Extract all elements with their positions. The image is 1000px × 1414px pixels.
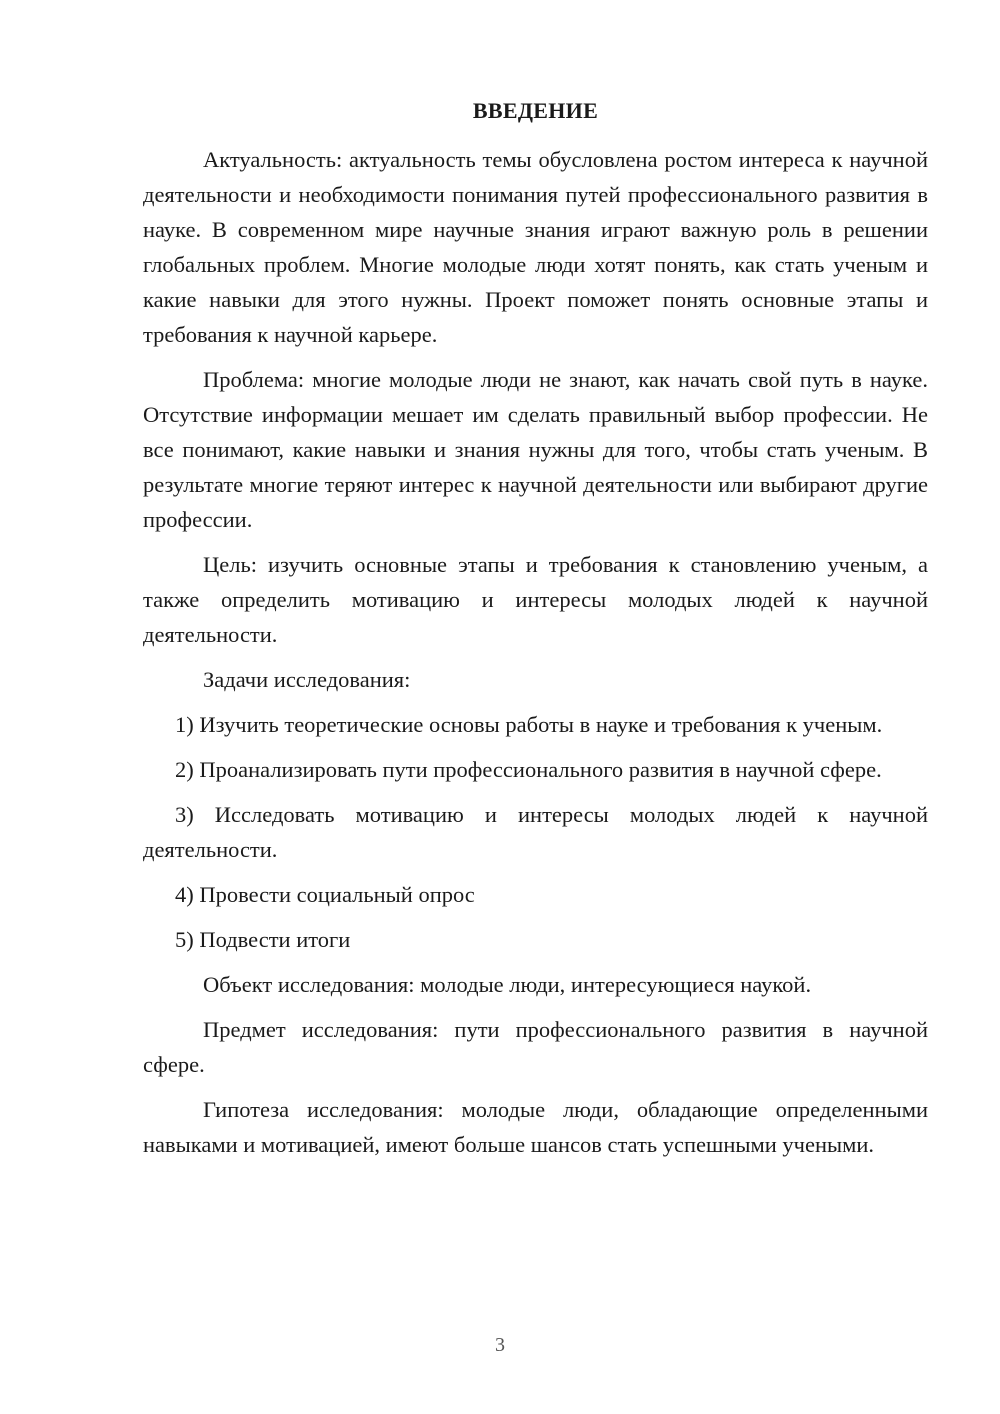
task-item-5: 5) Подвести итоги <box>175 927 351 952</box>
task-item-3: 3) Исследовать мотивацию и интересы молодых людей к научной деятельности. <box>143 802 928 862</box>
paragraph-problem: Проблема: многие молодые люди не знают, как начать свой путь в науке. Отсутствие информации мешает им сделать правильный выбор профессии. Не все понимают, какие навыки и знания нужны для того, чтобы стать ученым. В результате многие теряют интерес к научной деятельности или выбирают другие профессии. <box>143 367 928 532</box>
section-title: ВВЕДЕНИЕ <box>472 98 599 123</box>
tasks-heading: Задачи исследования: <box>203 667 411 692</box>
paragraph-subject: Предмет исследования: пути профессионального развития в научной сфере. <box>143 1017 928 1077</box>
paragraph-hypothesis: Гипотеза исследования: молодые люди, обладающие определенными навыками и мотивацией, имеют больше шансов стать успешными учеными. <box>143 1097 928 1157</box>
paragraph-relevance: Актуальность: актуальность темы обусловлена ростом интереса к научной деятельности и необходимости понимания путей профессионального развития в науке. В современном мире научные знания играют важную роль в решении глобальных проблем. Многие молодые люди хотят понять, как стать ученым и какие навыки для этого нужны. Проект поможет понять основные этапы и требования к научной карьере. <box>143 147 928 347</box>
paragraph-object: Объект исследования: молодые люди, интересующиеся наукой. <box>203 972 812 997</box>
task-item-4: 4) Провести социальный опрос <box>175 882 475 907</box>
task-item-2: 2) Проанализировать пути профессионального развития в научной сфере. <box>175 757 882 782</box>
paragraph-goal: Цель: изучить основные этапы и требования к становлению ученым, а также определить мотивацию и интересы молодых людей к научной деятельности. <box>143 552 928 647</box>
task-item-1: 1) Изучить теоретические основы работы в науке и требования к ученым. <box>175 712 883 737</box>
document-body <box>143 142 928 1172</box>
page-number: 3 <box>495 1334 505 1356</box>
